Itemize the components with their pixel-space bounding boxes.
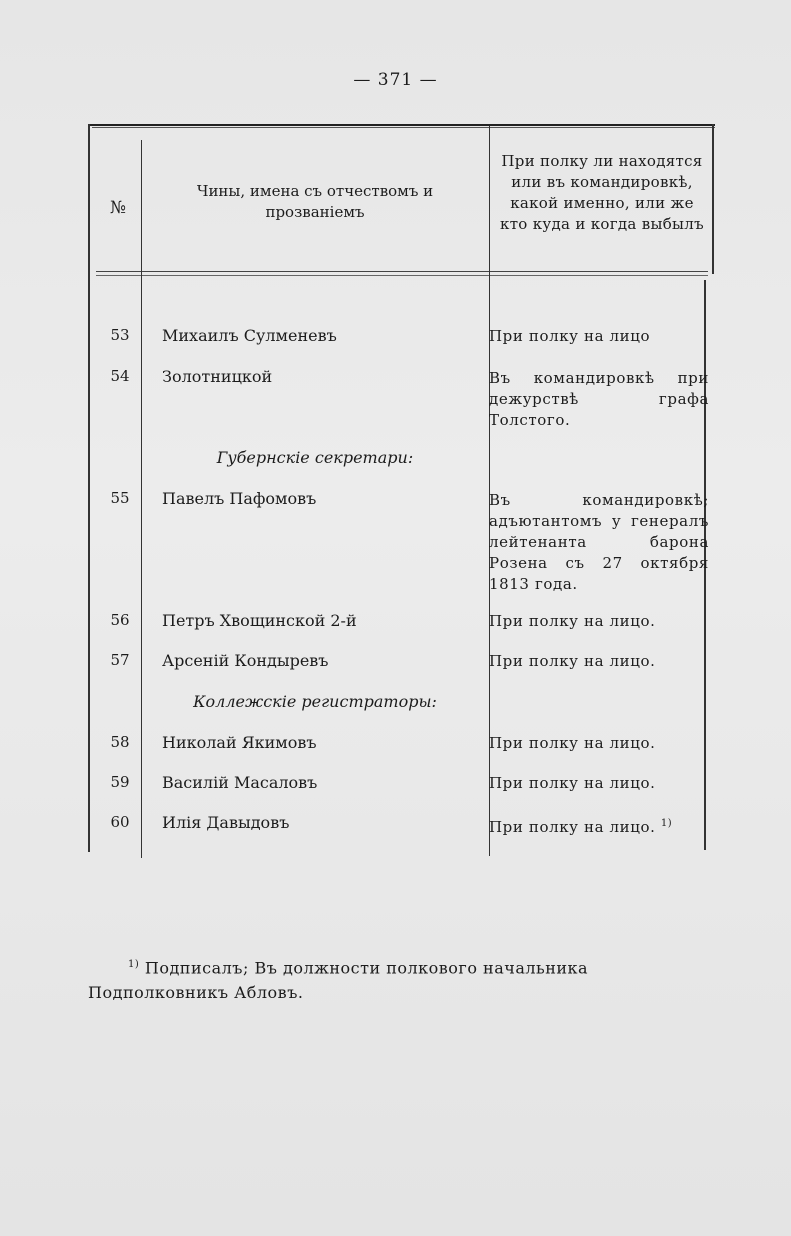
row-status: При полку на лицо [489, 327, 651, 345]
row-number: 60 [110, 813, 130, 831]
row-name: Николай Якимовъ [162, 733, 317, 752]
row-status: Въ командировкѣ; адъютантомъ у генералъ лейтенанта барона Розена съ 27 октября 1813 года. [489, 491, 709, 593]
row-status: Въ командировкѣ при дежурствѣ графа Толстого. [489, 369, 709, 429]
footnote-text: Подписалъ; Въ должности полкового начальника Подполковникъ Абловъ. [88, 958, 589, 1003]
header-number: № [109, 198, 127, 218]
row-status: При полку на лицо. [489, 652, 656, 670]
row-number: 56 [110, 611, 130, 629]
table-right-border-header [712, 124, 714, 274]
column-divider-number [141, 140, 142, 858]
row-name: Павелъ Пафомовъ [162, 489, 317, 508]
table-top-rule-inner [92, 127, 715, 128]
row-name: Золотницкой [162, 367, 273, 386]
row-number: 59 [110, 773, 130, 791]
row-name: Василій Масаловъ [162, 773, 318, 792]
footnote-mark: 1) [128, 959, 140, 970]
row-number: 54 [110, 367, 130, 385]
row-number: 55 [110, 489, 130, 507]
page-number-header: — 371 — [353, 70, 438, 90]
row-name: Арсеній Кондыревъ [162, 651, 329, 670]
row-status [489, 813, 709, 838]
section-heading: Губернскіе секретари: [216, 448, 414, 467]
row-number: 57 [110, 651, 130, 669]
section-heading: Коллежскіе регистраторы: [193, 692, 437, 711]
footnote [88, 952, 710, 1005]
row-status-text: При полку на лицо. [489, 818, 656, 836]
header-separator-rule [96, 271, 708, 272]
header-name: Чины, имена съ отчествомъ и прозваніемъ [196, 182, 434, 221]
table-top-rule [88, 124, 715, 126]
row-status: При полку на лицо. [489, 734, 656, 752]
footnote-reference: 1) [660, 818, 673, 829]
row-status: При полку на лицо. [489, 612, 656, 630]
row-name: Петръ Хвощинской 2-й [162, 611, 357, 630]
row-number: 53 [110, 326, 130, 344]
header-separator-rule-lower [96, 275, 708, 276]
row-name: Михаилъ Сулменевъ [162, 326, 337, 345]
row-name: Илія Давыдовъ [162, 813, 290, 832]
row-status: При полку на лицо. [489, 774, 656, 792]
header-status: При полку ли находятся или въ командировкѣ, какой именно, или же кто куда и когда выбылъ [500, 152, 704, 233]
table-left-border [88, 124, 90, 852]
row-number: 58 [110, 733, 130, 751]
